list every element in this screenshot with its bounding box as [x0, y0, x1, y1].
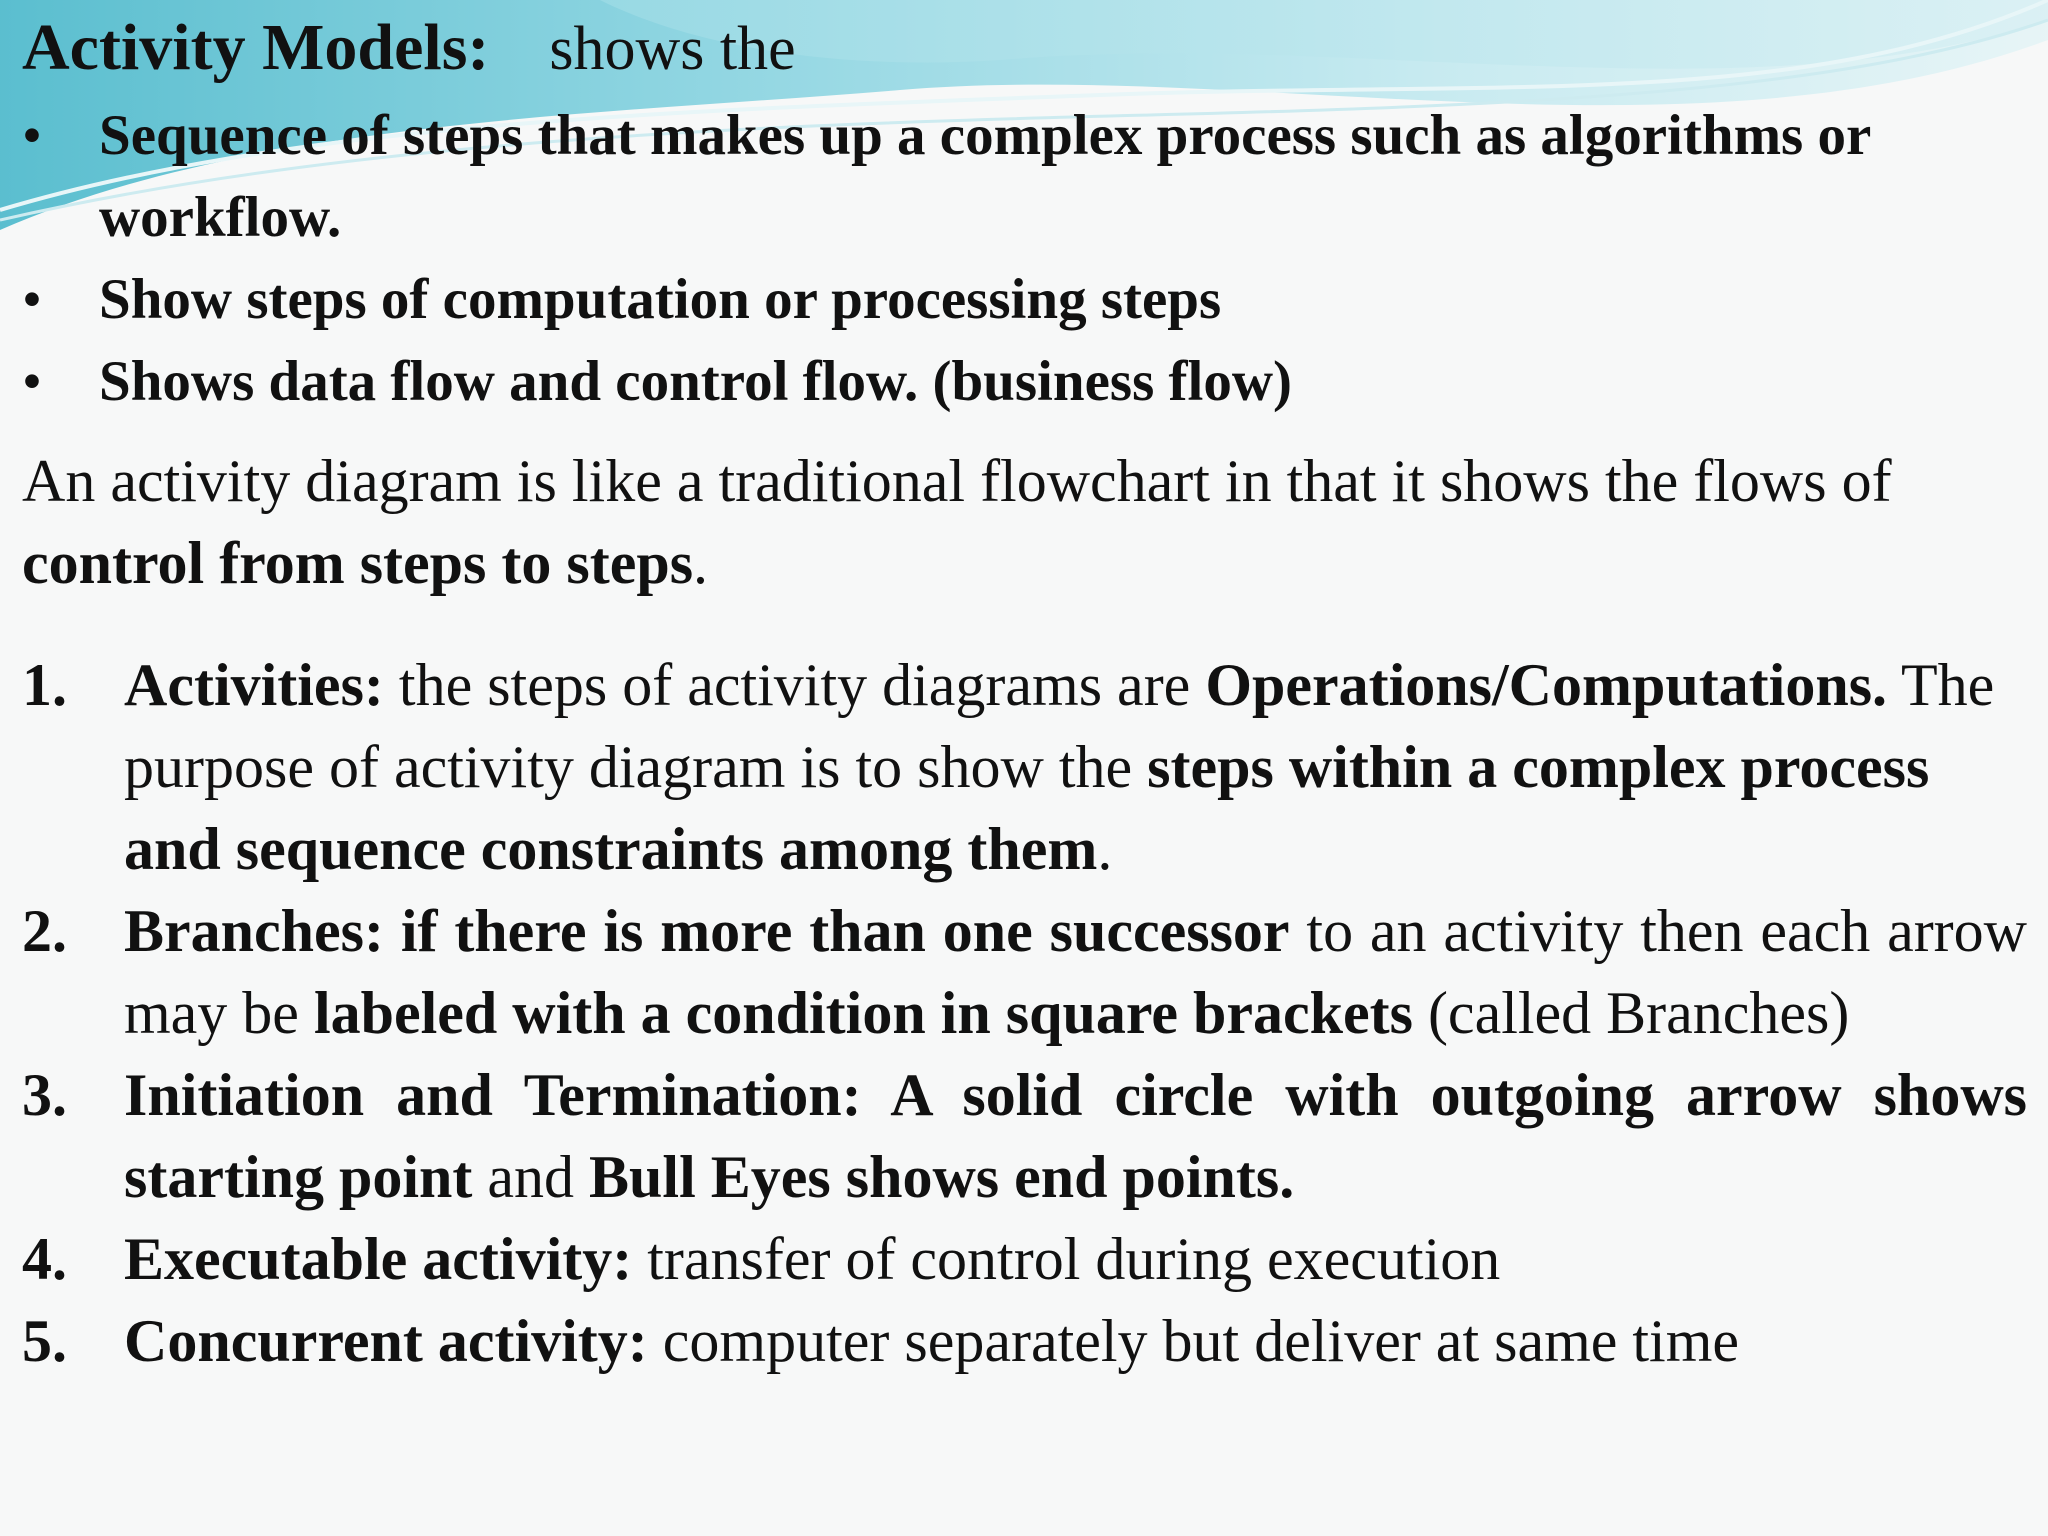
item-text: The purpose of activity diagram is to show the [124, 652, 1995, 800]
item-text: and [472, 1144, 590, 1210]
item-bold: steps within a complex process and sequence constraints among them [124, 734, 1930, 882]
item-number: 1. [22, 652, 67, 718]
bullet-text: Sequence of steps that makes up a complex process such as algorithms or workflow. [99, 104, 1871, 249]
title-heading: Activity Models: [22, 11, 490, 84]
item-text: transfer of control during execution [632, 1226, 1501, 1292]
bullet-item [22, 259, 1982, 341]
item-term: Branches: if there is more than one successor [124, 898, 1290, 964]
list-item-activities [22, 644, 2027, 890]
bullet-list [22, 95, 1982, 423]
item-text: . [1097, 816, 1113, 882]
paragraph-end: . [693, 530, 709, 596]
item-number: 4. [22, 1226, 67, 1292]
item-number: 5. [22, 1308, 67, 1374]
item-number: 2. [22, 898, 67, 964]
paragraph-text: An activity diagram is like a traditional flowchart in that it shows the flows of [22, 448, 1892, 514]
list-item-initiation-termination [22, 1054, 2027, 1218]
slide-title [22, 10, 796, 87]
bullet-symbol: • [22, 350, 42, 413]
list-item-branches [22, 890, 2027, 1054]
bullet-symbol: • [22, 268, 42, 331]
bullet-symbol: • [22, 104, 42, 167]
item-bold: labeled with a condition in square brackets [313, 980, 1413, 1046]
item-term: Activities: [124, 652, 384, 718]
item-number: 3. [22, 1062, 67, 1128]
item-text: to an activity then each arrow may be [124, 898, 2027, 1046]
bullet-item [22, 341, 1982, 423]
numbered-list [22, 644, 2027, 1382]
item-text: the steps of activity diagrams are [383, 652, 1206, 718]
list-item-executable-activity [22, 1218, 2027, 1300]
list-item-concurrent-activity [22, 1300, 2027, 1382]
item-term: Executable activity: [124, 1226, 633, 1292]
title-subtitle: shows the [549, 15, 796, 83]
bullet-text: Shows data flow and control flow. (business flow) [99, 350, 1292, 413]
item-text: (called Branches) [1412, 980, 1850, 1046]
item-term: Initiation and Termination: A solid circle with outgoing arrow shows starting point [124, 1062, 2027, 1210]
item-term: Concurrent activity: [124, 1308, 648, 1374]
intro-paragraph [22, 440, 2002, 604]
bullet-item [22, 95, 1982, 259]
paragraph-bold: control from steps to steps [22, 530, 694, 596]
item-bold: Bull Eyes shows end points. [589, 1144, 1295, 1210]
item-text: computer separately but deliver at same time [647, 1308, 1740, 1374]
bullet-text: Show steps of computation or processing steps [99, 268, 1222, 331]
item-bold: Operations/Computations. [1205, 652, 1888, 718]
